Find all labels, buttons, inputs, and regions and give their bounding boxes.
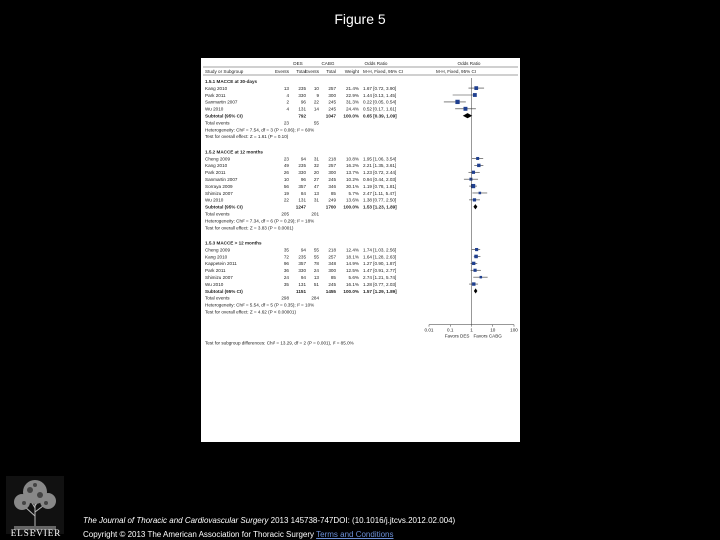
- total-events-des: 298: [281, 295, 289, 301]
- ci-value: 0.52 [0.17, 1.61]: [363, 106, 397, 112]
- total-cabg: 348: [328, 261, 336, 267]
- total-cabg: 346: [328, 183, 336, 189]
- events-des: 10: [283, 176, 289, 182]
- header-method1: M-H, Fixed, 95% CI: [363, 69, 404, 74]
- events-des: 2: [286, 99, 289, 105]
- weight-value: 30.1%: [345, 183, 359, 189]
- section-title: 1.5.2 MACCE at 12 months: [205, 149, 263, 155]
- events-cabg: 31: [313, 156, 319, 162]
- total-des: 96: [300, 99, 306, 105]
- total-cabg: 218: [328, 247, 336, 253]
- point-estimate: [469, 178, 472, 181]
- ci-value: 1.64 [1.28, 2.63]: [363, 254, 397, 260]
- weight-value: 16.2%: [345, 163, 359, 169]
- overall-effect-text: Test for overall effect: Z = 4.62 (P < 0.00001): [205, 309, 296, 315]
- heterogeneity-text: Heterogeneity: Chi² = 7.54, df = 3 (P = 0.06); I² = 60%: [205, 127, 315, 133]
- events-cabg: 51: [313, 281, 319, 287]
- study-name: Sorraya 2009: [205, 183, 233, 189]
- ci-value: 2.21 [1.35, 3.61]: [363, 163, 397, 169]
- x-tick-label: 100: [510, 327, 518, 333]
- weight-value: 14.9%: [345, 261, 359, 267]
- study-name: Shimizu 2007: [205, 274, 233, 280]
- study-name: Wu 2010: [205, 106, 224, 112]
- elsevier-tree-logo: [6, 476, 64, 534]
- study-name: Shimizu 2007: [205, 190, 233, 196]
- weight-value: 10.8%: [345, 156, 359, 162]
- events-cabg: 32: [313, 163, 319, 169]
- citation: [83, 516, 455, 525]
- copyright-line: [83, 530, 394, 539]
- figure-title: Figure 5: [334, 11, 386, 27]
- total-cabg: 257: [328, 85, 336, 91]
- total-cabg: 85: [330, 274, 336, 280]
- ci-value: 2.74 [1.21, 5.74]: [363, 274, 397, 280]
- total-cabg: 300: [328, 268, 336, 274]
- total-events-label: Total events: [205, 295, 230, 301]
- weight-value: 24.4%: [345, 106, 359, 112]
- study-name: Sanmartin 2007: [205, 176, 238, 182]
- favors-des-label: Favors DES: [444, 333, 470, 339]
- copyright-text: Copyright © 2013 The American Association for Thoracic Surgery: [83, 530, 317, 539]
- events-cabg: 27: [313, 176, 319, 182]
- study-name: Wu 2010: [205, 281, 224, 287]
- events-cabg: 31: [313, 197, 319, 203]
- study-name: Kappetein 2011: [205, 261, 237, 267]
- study-name: Kang 2010: [205, 254, 228, 260]
- subtotal-total-cabg: 1047: [325, 113, 336, 119]
- weight-value: 13.7%: [345, 170, 359, 176]
- weight-value: 5.6%: [348, 274, 359, 280]
- total-events-cabg: 55: [313, 120, 319, 126]
- total-cabg: 249: [328, 197, 336, 203]
- events-cabg: 14: [313, 106, 319, 112]
- events-des: 24: [283, 274, 289, 280]
- point-estimate: [480, 276, 483, 279]
- subtotal-weight: 100.0%: [343, 113, 359, 119]
- overall-effect-text: Test for overall effect: Z = 1.61 (P = 0.10): [205, 134, 289, 140]
- total-des: 235: [298, 254, 306, 260]
- header-group1: DES: [293, 61, 303, 66]
- point-estimate: [473, 198, 476, 201]
- weight-value: 21.4%: [345, 85, 359, 91]
- events-cabg: 22: [313, 99, 319, 105]
- events-cabg: 55: [313, 247, 319, 253]
- ci-value: 2.47 [1.11, 5.47]: [363, 190, 396, 196]
- total-des: 235: [298, 163, 306, 169]
- events-des: 56: [283, 183, 289, 189]
- events-des: 19: [283, 190, 289, 196]
- ci-value: 1.19 [0.78, 1.81]: [363, 183, 397, 189]
- study-name: Park 2011: [205, 92, 226, 98]
- total-cabg: 245: [328, 281, 336, 287]
- point-estimate: [474, 255, 478, 259]
- weight-value: 10.2%: [345, 176, 359, 182]
- total-des: 94: [300, 247, 306, 253]
- events-des: 96: [283, 261, 289, 267]
- events-cabg: 13: [313, 190, 319, 196]
- total-cabg: 300: [328, 92, 336, 98]
- events-cabg: 78: [313, 261, 319, 267]
- subtotal-total-des: 1247: [295, 204, 306, 210]
- overall-effect-text: Test for overall effect: Z = 3.83 (P = 0.0001): [205, 225, 294, 231]
- section-title: 1.5.1 MACCE at 30-days: [205, 79, 258, 84]
- forest-plot-svg: [201, 58, 520, 442]
- ci-value: 1.74 [1.03, 2.56]: [363, 247, 397, 253]
- events-cabg: 13: [313, 274, 319, 280]
- events-cabg: 9: [316, 92, 319, 98]
- total-des: 330: [298, 92, 306, 98]
- weight-value: 18.1%: [345, 254, 359, 260]
- events-des: 4: [286, 92, 289, 98]
- total-des: 96: [300, 176, 306, 182]
- total-cabg: 245: [328, 106, 336, 112]
- total-cabg: 218: [328, 156, 336, 162]
- events-des: 13: [283, 85, 289, 91]
- journal-name: The Journal of Thoracic and Cardiovascular Surgery: [83, 516, 269, 525]
- point-estimate: [472, 282, 475, 285]
- total-des: 357: [298, 261, 306, 267]
- header-weight: Weight: [344, 69, 359, 74]
- header-or-title1: Odds Ratio: [364, 61, 388, 66]
- total-des: 131: [298, 106, 306, 112]
- study-name: Park 2011: [205, 170, 226, 176]
- total-events-des: 23: [283, 120, 289, 126]
- subtotal-diamond: [474, 288, 478, 293]
- x-tick-label: 10: [490, 327, 496, 333]
- events-cabg: 55: [313, 254, 319, 260]
- forest-plot-panel: [201, 58, 520, 442]
- favors-cabg-label: Favors CABG: [473, 333, 502, 339]
- study-name: Cheng 2009: [205, 156, 231, 162]
- total-events-label: Total events: [205, 211, 230, 217]
- weight-value: 5.7%: [348, 190, 359, 196]
- ci-value: 1.38 [0.77, 2.50]: [363, 197, 397, 203]
- weight-value: 12.5%: [345, 268, 359, 274]
- point-estimate: [474, 86, 478, 90]
- ci-value: 1.95 [1.06, 3.54]: [363, 156, 397, 162]
- subtotal-label: Subtotal (95% CI): [205, 113, 243, 119]
- total-des: 131: [298, 281, 306, 287]
- total-des: 131: [298, 197, 306, 203]
- point-estimate: [473, 269, 476, 272]
- subtotal-diamond: [473, 204, 477, 209]
- x-tick-label: 1: [470, 327, 473, 333]
- subtotal-ci: 1.57 [1.29, 1.89]: [363, 288, 397, 294]
- weight-value: 22.9%: [345, 92, 359, 98]
- total-des: 330: [298, 268, 306, 274]
- total-cabg: 245: [328, 176, 336, 182]
- header-or-title2: Odds Ratio: [457, 61, 481, 66]
- total-des: 330: [298, 170, 306, 176]
- total-events-label: Total events: [205, 120, 230, 126]
- subtotal-label: Subtotal (95% CI): [205, 288, 243, 294]
- ci-value: 1.47 [0.91, 2.77]: [363, 268, 397, 274]
- events-des: 23: [283, 156, 289, 162]
- events-cabg: 24: [313, 268, 319, 274]
- subtotal-ci: 0.65 [0.39, 1.09]: [363, 113, 397, 119]
- events-des: 22: [283, 197, 289, 203]
- point-estimate: [479, 192, 482, 195]
- point-estimate: [477, 164, 480, 167]
- point-estimate: [455, 100, 459, 104]
- header-method2: M-H, Fixed, 95% CI: [436, 69, 477, 74]
- ci-value: 1.27 [0.90, 1.87]: [363, 261, 397, 267]
- total-des: 84: [300, 190, 306, 196]
- ci-value: 1.23 [0.72, 2.44]: [363, 170, 397, 176]
- header-events1: Events: [274, 69, 289, 74]
- x-tick-label: 0.01: [424, 327, 434, 333]
- events-des: 49: [283, 163, 289, 169]
- total-cabg: 257: [328, 163, 336, 169]
- events-cabg: 47: [313, 183, 319, 189]
- total-des: 94: [300, 156, 306, 162]
- total-des: 94: [300, 274, 306, 280]
- ci-value: 1.44 [0.13, 1.45]: [363, 92, 397, 98]
- study-name: Sanmartin 2007: [205, 99, 238, 105]
- subtotal-diamond: [463, 113, 472, 118]
- ci-value: 0.22 [0.05, 0.54]: [363, 99, 397, 105]
- subtotal-ci: 1.53 [1.23, 1.89]: [363, 204, 397, 210]
- total-cabg: 245: [328, 99, 336, 105]
- weight-value: 31.3%: [345, 99, 359, 105]
- ci-value: 0.94 [0.44, 2.03]: [363, 176, 397, 182]
- events-des: 36: [283, 268, 289, 274]
- x-tick-label: 0.1: [447, 327, 454, 333]
- subtotal-weight: 100.0%: [343, 288, 359, 294]
- total-des: 357: [298, 183, 306, 189]
- study-name: Kang 2010: [205, 163, 228, 169]
- events-des: 35: [283, 281, 289, 287]
- total-events-cabg: 201: [311, 211, 319, 217]
- point-estimate: [472, 171, 475, 174]
- total-cabg: 300: [328, 170, 336, 176]
- total-des: 235: [298, 85, 306, 91]
- point-estimate: [473, 93, 477, 97]
- heterogeneity-text: Heterogeneity: Chi² = 7.34, df = 6 (P = 0.29); I² = 18%: [205, 218, 315, 224]
- subgroup-test-text: Test for subgroup differences: Chi² = 13.29, df = 2 (P = 0.001), I² = 85.0%: [205, 340, 354, 346]
- header-total2: Total: [326, 69, 336, 74]
- subtotal-total-des: 1151: [296, 288, 306, 294]
- citation-details: 2013 145738-747DOI: (10.1016/j.jtcvs.2012.02.004): [268, 516, 456, 525]
- publisher-name: ELSEVIER: [10, 528, 62, 538]
- subtotal-total-des: 792: [298, 113, 306, 119]
- weight-value: 12.4%: [345, 247, 359, 253]
- ci-value: 1.67 [0.72, 3.90]: [363, 85, 397, 91]
- subtotal-label: Subtotal (95% CI): [205, 204, 243, 210]
- events-des: 35: [283, 247, 289, 253]
- point-estimate: [464, 107, 468, 111]
- subtotal-weight: 100.0%: [343, 204, 359, 210]
- events-cabg: 20: [313, 170, 319, 176]
- subtotal-total-cabg: 1455: [325, 288, 336, 294]
- study-name: Wu 2010: [205, 197, 224, 203]
- heterogeneity-text: Heterogeneity: Chi² = 5.54, df = 5 (P = 0.35); I² = 10%: [205, 302, 315, 308]
- subtotal-total-cabg: 1700: [325, 204, 336, 210]
- total-events-cabg: 284: [311, 295, 319, 301]
- weight-value: 16.1%: [345, 281, 359, 287]
- ci-value: 1.28 [0.77, 2.03]: [363, 281, 397, 287]
- header-study: Study or Subgroup: [205, 69, 244, 74]
- events-cabg: 10: [313, 85, 319, 91]
- section-title: 1.5.3 MACCE > 12 months: [205, 240, 262, 246]
- study-name: Kang 2010: [205, 85, 228, 91]
- events-des: 4: [286, 106, 289, 112]
- weight-value: 13.6%: [345, 197, 359, 203]
- header-total1: Total: [296, 69, 306, 74]
- study-name: Cheng 2009: [205, 247, 231, 253]
- total-cabg: 85: [330, 190, 336, 196]
- events-des: 26: [283, 170, 289, 176]
- total-cabg: 257: [328, 254, 336, 260]
- header-events2: Events: [304, 69, 319, 74]
- point-estimate: [475, 248, 478, 251]
- terms-link[interactable]: Terms and Conditions: [316, 530, 394, 539]
- total-events-des: 205: [281, 211, 289, 217]
- events-des: 72: [283, 254, 289, 260]
- header-group2: CABG: [321, 61, 335, 66]
- point-estimate: [472, 262, 475, 265]
- study-name: Park 2011: [205, 268, 226, 274]
- point-estimate: [476, 157, 479, 160]
